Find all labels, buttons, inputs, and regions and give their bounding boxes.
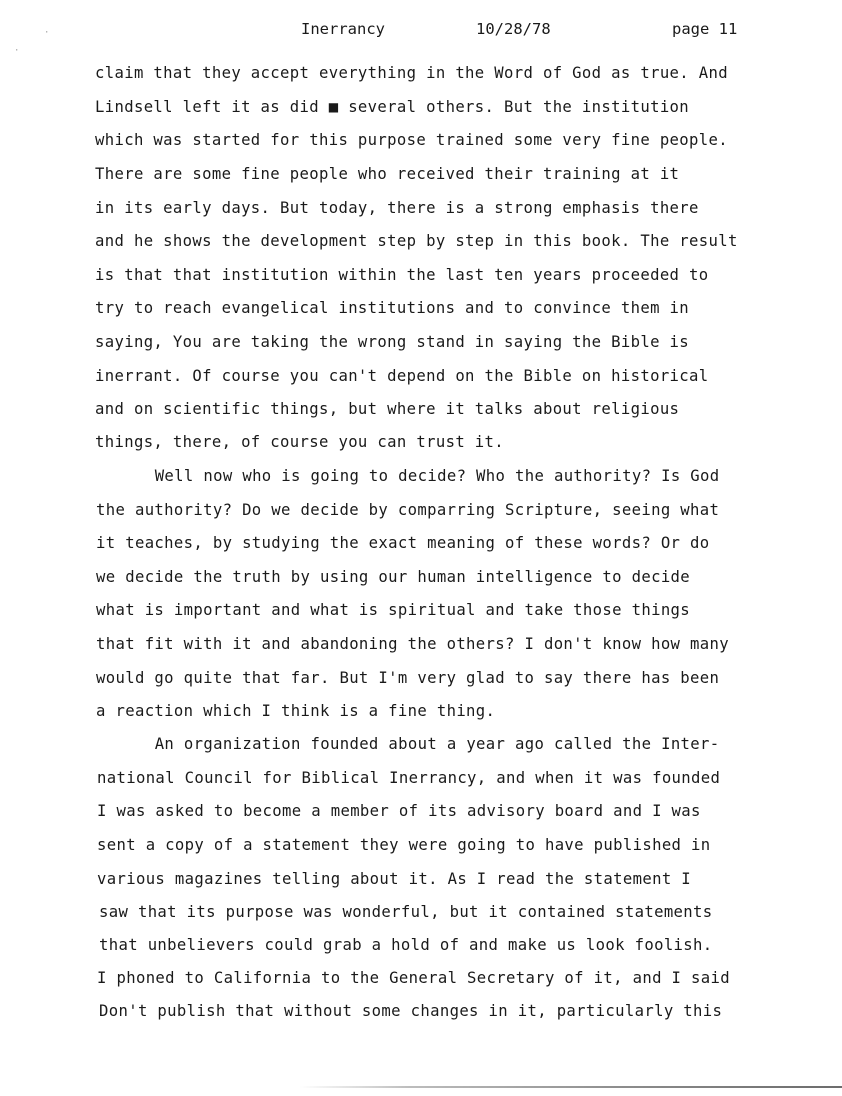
text-line: claim that they accept everything in the Word of God as true. And	[95, 64, 728, 82]
margin-speck: ·	[44, 28, 50, 38]
text-line: and he shows the development step by step in this book. The result	[95, 232, 738, 250]
header-title: Inerrancy	[301, 20, 385, 38]
text-line: try to reach evangelical institutions and to convince them in	[95, 299, 690, 317]
text-line: national Council for Biblical Inerrancy, and when it was founded	[97, 769, 721, 787]
header-date: 10/28/78	[476, 20, 551, 38]
text-line: Lindsell left it as did ■ several others. But the institution	[95, 98, 690, 116]
text-line: which was started for this purpose trained some very fine people.	[95, 131, 728, 149]
text-line: it teaches, by studying the exact meaning of these words? Or do	[96, 534, 710, 552]
text-line: various magazines telling about it. As I read the statement I	[97, 870, 692, 888]
text-line: would go quite that far. But I'm very glad to say there has been	[96, 669, 720, 687]
text-line: Well now who is going to decide? Who the authority? Is God	[106, 467, 720, 485]
text-line: inerrant. Of course you can't depend on the Bible on historical	[95, 367, 709, 385]
text-line: what is important and what is spiritual and take those things	[96, 601, 691, 619]
text-line: the authority? Do we decide by comparring Scripture, seeing what	[96, 501, 720, 519]
text-line: that unbelievers could grab a hold of and make us look foolish.	[99, 936, 713, 954]
margin-speck: ·	[14, 46, 20, 56]
text-line: that fit with it and abandoning the others? I don't know how many	[96, 635, 729, 653]
text-line: things, there, of course you can trust it.	[95, 433, 505, 451]
text-line: I phoned to California to the General Secretary of it, and I said	[97, 969, 730, 987]
text-line: sent a copy of a statement they were going to have published in	[97, 836, 711, 854]
page-header	[0, 20, 842, 42]
text-line: we decide the truth by using our human intelligence to decide	[96, 568, 691, 586]
text-line: There are some fine people who received their training at it	[95, 165, 680, 183]
text-line: is that that institution within the last ten years proceeded to	[95, 266, 709, 284]
text-line: I was asked to become a member of its advisory board and I was	[97, 802, 701, 820]
header-page-number: page 11	[672, 20, 738, 38]
text-line: saying, You are taking the wrong stand in saying the Bible is	[95, 333, 690, 351]
text-line: An organization founded about a year ago called the Inter-	[106, 735, 720, 753]
text-line: in its early days. But today, there is a strong emphasis there	[95, 199, 699, 217]
text-line: Don't publish that without some changes in it, particularly this	[99, 1002, 723, 1020]
page-bottom-edge	[300, 1086, 842, 1088]
text-line: saw that its purpose was wonderful, but it contained statements	[99, 903, 713, 921]
text-line: and on scientific things, but where it talks about religious	[95, 400, 680, 418]
text-line: a reaction which I think is a fine thing.	[96, 702, 496, 720]
